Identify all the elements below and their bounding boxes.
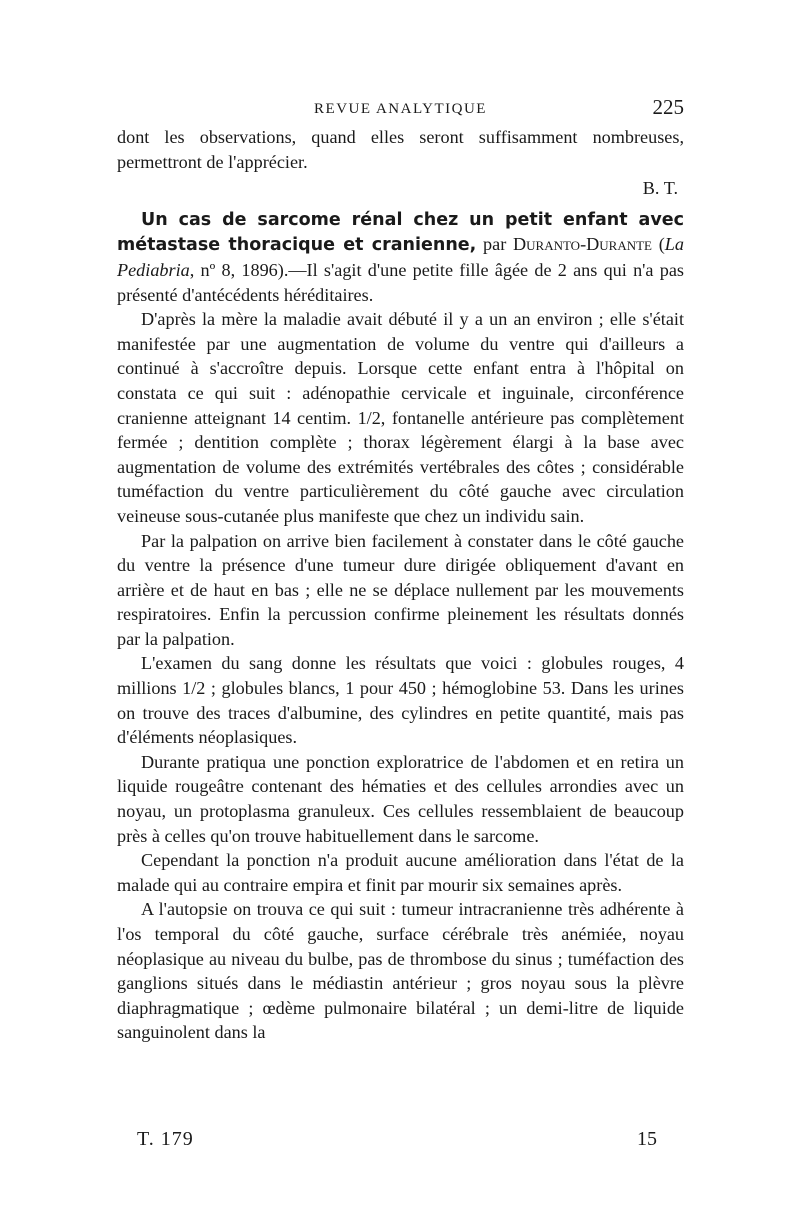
signature-mark: T. 179 (137, 1128, 194, 1150)
paragraph: L'examen du sang donne les résultats que voici : globules rouges, 4 millions 1/2 ; globules blancs, 1 pour 450 ; hémoglobine 53. Dans les urines on trouve des traces d'albumine, des cylindres en petite quantité, mais pas d'éléments néoplasiques. (117, 653, 684, 748)
body-text (117, 125, 684, 1045)
article-by: par (476, 234, 513, 255)
sheet-number: 15 (637, 1128, 657, 1150)
review-signature: B. T. (642, 178, 678, 199)
journal-name: La Pediabria (117, 234, 684, 280)
paragraph: Cependant la ponction n'a produit aucune amélioration dans l'état de la malade qui au contraire empira et finit par mourir six semaines après. (117, 850, 684, 895)
citation-open: ( (651, 234, 665, 255)
paragraph: A l'autopsie on trouva ce qui suit : tumeur intracranienne très adhérente à l'os temporal du côté gauche, surface cérébrale très anémiée, noyau néoplasique au niveau du bulbe, pas de thrombose du sinus ; tuméfaction des ganglions situés dans le médiastin antérieur ; gros noyau sous la plèvre diaphragmatique ; œdème pulmonaire bilatéral ; un demi-litre de liquide sanguinolent dans la (117, 899, 684, 1043)
running-head (117, 95, 684, 125)
article-author: Duranto-Durante (513, 234, 652, 255)
paragraph: Par la palpation on arrive bien facilement à constater dans le côté gauche du ventre la présence d'une tumeur dure dirigée obliquement d'avant en arrière et de haut en bas ; elle ne se déplace nullement par les mouvements respiratoires. Enfin la percussion confirme pleinement les résultats donnés par la palpation. (117, 530, 684, 649)
article-title: Un cas de sarcome rénal chez un petit enfant avec métastase thoracique et cranienne, (117, 209, 684, 256)
paragraph: Durante pratiqua une ponction exploratrice de l'abdomen et en retira un liquide rougeâtre contenant des hématies et des cellules arrondies avec un noyau, un protoplasma granuleux. Ces cellules ressemblaient de beaucoup près à celles qu'on trouve habituellement dans le sarcome. (117, 751, 684, 846)
continuation-paragraph: dont les observations, quand elles seront suffisamment nombreuses, permettront de l'apprécier. (117, 127, 684, 172)
paragraph: D'après la mère la maladie avait débuté il y a un an environ ; elle s'était manifestée par une augmentation de volume du ventre qui d'ailleurs a continué à s'accroître depuis. Lorsque cette enfant entra à l'hôpital on constata ce qui suit : adénopathie cervicale et inguinale, circonférence cranienne atteignant 14 centim. 1/2, fontanelle antérieure pas complètement fermée ; dentition complète ; thorax légèrement élargi à la base avec augmentation de volume des extrémités vertébrales des côtes ; considérable tuméfaction du ventre particulièrement du côté gauche avec circulation veineuse sous-cutanée plus manifeste que chez un individu sain. (117, 309, 684, 526)
running-title: REVUE ANALYTIQUE (314, 101, 487, 117)
page-number: 225 (652, 95, 684, 119)
article-heading-paragraph (117, 207, 684, 307)
citation-rest: , nº 8, 1896).—Il s'agit d'une petite fille âgée de 2 ans qui n'a pas présenté d'antécédents héréditaires. (117, 259, 684, 305)
page-content (117, 95, 684, 1045)
